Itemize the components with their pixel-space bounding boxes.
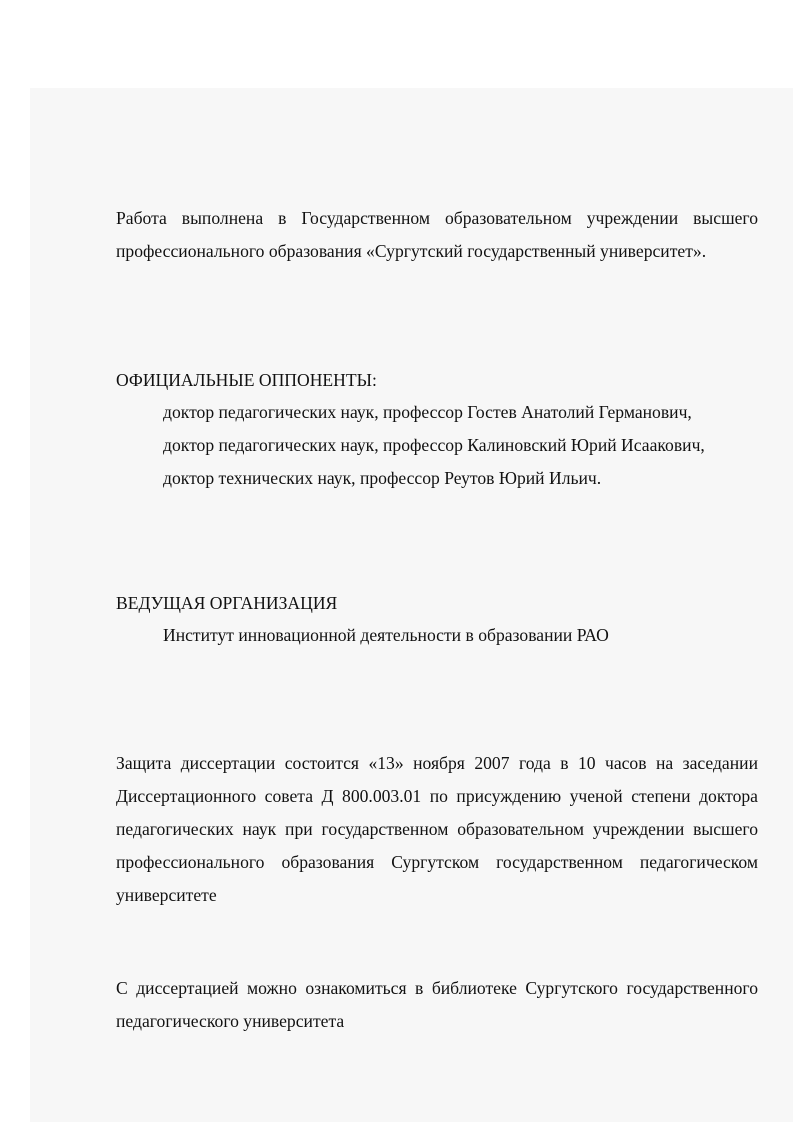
opponent-item: доктор педагогических наук, профессор Гостев Анатолий Германович,: [163, 402, 692, 422]
opponent-item: доктор технических наук, профессор Реутов Юрий Ильич.: [163, 468, 602, 488]
leading-organization-name: Институт инновационной деятельности в образовании РАО: [163, 625, 609, 645]
opponents-heading: ОФИЦИАЛЬНЫЕ ОППОНЕНТЫ:: [116, 370, 377, 390]
library-paragraph: С диссертацией можно ознакомиться в библиотеке Сургутского государственного педагогического университета: [116, 978, 758, 1031]
defense-paragraph: Защита диссертации состоится «13» ноября 2007 года в 10 часов на заседании Диссертационного совета Д 800.003.01 по присуждению ученой степени доктора педагогических наук при государственном образовательном учреждении высшего профессионального образования Сургутском государственном педагогическом университете: [116, 753, 758, 905]
intro-paragraph: Работа выполнена в Государственном образовательном учреждении высшего профессионального образования «Сургутский государственный университет».: [116, 208, 758, 261]
leading-organization-heading: ВЕДУЩАЯ ОРГАНИЗАЦИЯ: [116, 593, 338, 613]
opponents-list: [163, 396, 763, 495]
opponent-item: доктор педагогических наук, профессор Калиновский Юрий Исаакович,: [163, 435, 705, 455]
